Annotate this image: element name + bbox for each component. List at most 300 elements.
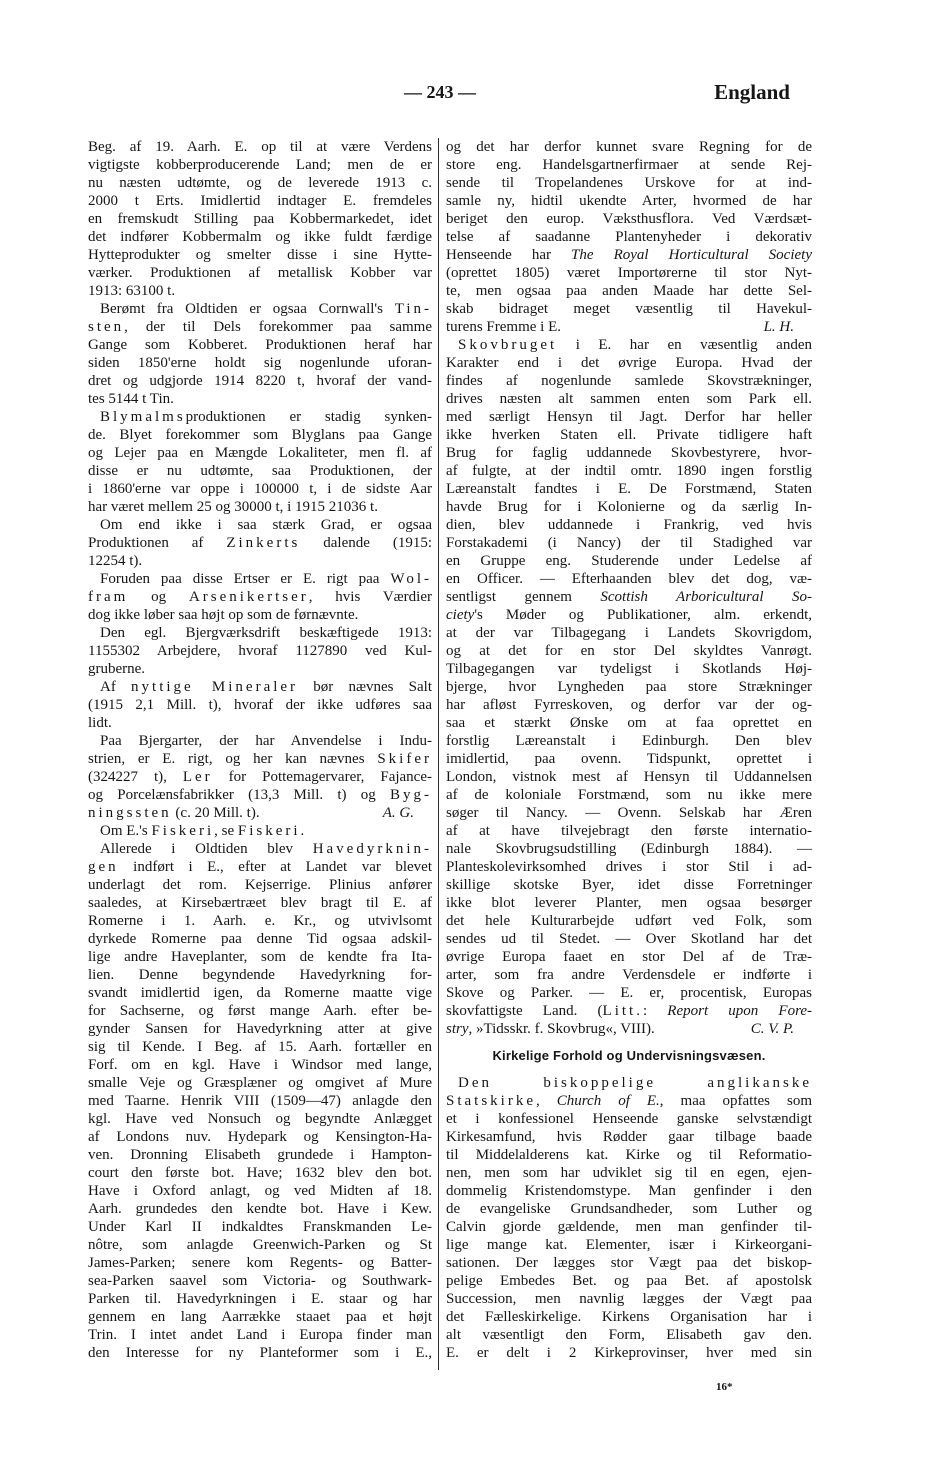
text-line	[88, 1146, 432, 1164]
text-segment: 12254 t).	[88, 553, 143, 569]
text-line	[446, 912, 812, 930]
text-line	[88, 1056, 432, 1074]
text-line	[88, 1092, 432, 1110]
text-segment: har afløst Fyrreskoven, og derfor var der og-	[446, 697, 812, 713]
text-line	[446, 696, 812, 714]
text-line	[446, 444, 812, 462]
italic-text: The Royal Horticultural Society	[571, 247, 812, 263]
text-line	[446, 1128, 812, 1146]
text-segment: disse er nu udtømte, saa Produktionen, der	[88, 463, 432, 479]
text-line	[446, 1344, 812, 1362]
text-segment: bør nævnes Salt	[298, 679, 433, 695]
text-segment: den Interesse for ny Planteformer som i E.,	[88, 1345, 432, 1361]
text-segment: øvrige Europa faaet en stor Del af de Træ-	[446, 949, 812, 965]
text-segment: for Sachserne, og først mange Aarh. efter be-	[88, 1003, 432, 1019]
text-segment: (c. 20 Mill. t).	[171, 805, 260, 821]
column-divider	[438, 138, 439, 1370]
text-segment: af Londons nuv. Hydepark og Kensington-Ha-	[88, 1129, 432, 1145]
text-segment: 2000 t Erts. Imidlertid indtager E. fremdeles	[88, 193, 432, 209]
text-segment: har været mellem 25 og 30000 t, i 1915 21036 t.	[88, 499, 378, 515]
text-line	[88, 768, 432, 786]
text-line	[88, 642, 432, 660]
text-line	[446, 516, 812, 534]
text-line	[88, 822, 432, 840]
italic-text: stry	[446, 1021, 469, 1037]
text-segment: bjerge, hvor Lyngheden paa store Strækninger	[446, 679, 812, 695]
text-line	[88, 1308, 432, 1326]
text-segment: ven. Dronning Elisabeth grundede i Hampton-	[88, 1147, 432, 1163]
page-number: — 243 —	[404, 82, 476, 102]
text-segment: (oprettet 1805) været Importørerne til stor Nyt-	[446, 265, 812, 281]
text-segment: sea-Parken saavel som Victoria- og Southwark-	[88, 1273, 432, 1289]
text-line	[88, 210, 432, 228]
text-line	[88, 840, 432, 858]
text-line	[88, 534, 432, 552]
text-line	[88, 876, 432, 894]
text-line	[446, 858, 812, 876]
text-line	[88, 732, 432, 750]
text-segment: det indfører Kobbermalm og ikke fuldt færdige	[88, 229, 432, 245]
text-segment: sende til Tropelandenes Urskove for at ind-	[446, 175, 812, 191]
text-line	[446, 282, 812, 300]
text-segment: til Middelalderens kat. Kirke og til Reformatio-	[446, 1147, 812, 1163]
text-line	[88, 750, 432, 768]
text-segment: saaledes, at Kirsebærtræet blev bragt til E. af	[88, 895, 432, 911]
text-segment: ,	[536, 1093, 557, 1109]
spaced-text: Litt.	[602, 1003, 643, 1019]
spaced-text: Den biskoppelige anglikanske	[458, 1075, 812, 1091]
text-segment: (324227 t),	[88, 769, 183, 785]
text-segment: Trin. I intet andet Land i Europa finder man	[88, 1327, 432, 1343]
text-segment: Forstakademi (i Nancy) der til Stadighed var	[446, 535, 812, 551]
text-line	[88, 138, 432, 156]
author-signature: A. G.	[382, 805, 414, 821]
text-segment: James-Parken; senere kom Regents- og Batter-	[88, 1255, 432, 1271]
text-line	[88, 804, 432, 822]
text-segment: Allerede i Oldtiden blev	[100, 841, 313, 857]
text-segment: ikke blot leverer Planter, men ogsaa besørger	[446, 895, 812, 911]
text-segment: og	[128, 589, 189, 605]
text-line	[88, 282, 432, 300]
text-segment: de. Blyet forekommer som Blyglans paa Gange	[88, 427, 432, 443]
text-line	[88, 966, 432, 984]
text-line	[88, 1020, 432, 1038]
text-line	[446, 624, 812, 642]
text-segment: gynder Sansen for Havedyrkning atter at give	[88, 1021, 432, 1037]
paragraph	[88, 822, 432, 840]
text-line	[446, 1146, 812, 1164]
signature-mark: 16*	[716, 1381, 733, 1393]
spaced-text: Ler	[182, 769, 213, 785]
text-line	[88, 156, 432, 174]
text-line	[88, 1002, 432, 1020]
text-segment: E. er delt i 2 Kirkeprovinser, hver med sin	[446, 1345, 812, 1361]
paragraph	[88, 624, 432, 678]
text-line	[88, 678, 432, 696]
text-segment: forstlig Læreanstalt i Edinburgh. Den blev	[446, 733, 812, 749]
text-line	[88, 174, 432, 192]
text-segment: dommelig Kristendomstype. Man genfinder i den	[446, 1183, 812, 1199]
text-segment: nu næsten udtømte, og de leverede 1913 c.	[88, 175, 432, 191]
text-segment: Produktionen af	[88, 535, 227, 551]
text-segment: dyrkede Romerne paa denne Tid ogsaa adskil-	[88, 931, 432, 947]
text-line	[446, 426, 812, 444]
text-segment: tes 5144 t Tin.	[88, 391, 174, 407]
italic-text: Church of E.	[556, 1093, 660, 1109]
text-line	[88, 498, 432, 516]
text-line	[446, 606, 812, 624]
text-segment: , hvis Værdier	[308, 589, 432, 605]
text-segment: , der til Dels forekommer paa samme	[124, 319, 432, 335]
text-segment: lige mange kat. Elementer, især i Kirkeorgani-	[446, 1237, 812, 1253]
text-line	[446, 210, 812, 228]
text-line	[446, 804, 812, 822]
text-line	[446, 1290, 812, 1308]
italic-text: ciety	[446, 607, 475, 623]
text-segment: Romerne i 1. Aarh. e. Kr., og utvivlsomt	[88, 913, 432, 929]
paragraph	[446, 138, 812, 336]
paragraph	[88, 732, 432, 822]
text-line	[88, 570, 432, 588]
text-line	[88, 1128, 432, 1146]
text-segment: en fremskudt Stilling paa Kobbermarkedet, idet	[88, 211, 432, 227]
text-line	[446, 336, 812, 354]
text-line	[446, 354, 812, 372]
spaced-text: fram	[88, 589, 129, 605]
text-segment: store eng. Handelsgartnerfirmaer at sende Rej-	[446, 157, 812, 173]
text-segment: Beg. af 19. Aarh. E. op til at være Verdens	[88, 139, 432, 155]
text-line	[446, 534, 812, 552]
text-line	[88, 228, 432, 246]
text-line	[446, 1002, 812, 1020]
text-line	[446, 660, 812, 678]
text-segment: :	[642, 1003, 668, 1019]
text-segment: London, vistnok mest af Hensyn til Uddannelsen	[446, 769, 812, 785]
text-line	[446, 192, 812, 210]
right-column	[446, 138, 812, 1362]
text-segment: strien, er E. rigt, og her kan nævnes	[88, 751, 378, 767]
text-segment: skovfattigste Land. (	[446, 1003, 603, 1019]
text-segment: , maa opfattes som	[659, 1093, 812, 1109]
text-line	[88, 696, 432, 714]
text-segment: lige andre Haveplanter, som de kendte fra Ita-	[88, 949, 432, 965]
text-segment: og Porcelænsfabrikker (13,3 Mill. t) og	[88, 787, 390, 803]
text-segment: dog ikke løber saa højt op som de førnævnte.	[88, 607, 359, 623]
text-line	[446, 930, 812, 948]
text-line	[88, 516, 432, 534]
text-line	[88, 264, 432, 282]
text-line	[446, 498, 812, 516]
paragraph	[88, 516, 432, 570]
paragraph	[446, 1074, 812, 1362]
text-segment: .	[300, 823, 305, 839]
text-segment: og det har derfor kunnet svare Regning for de	[446, 139, 812, 155]
text-segment: nôtre, som anlagde Greenwich-Parken og St	[88, 1237, 432, 1253]
text-segment: Den egl. Bjergværksdrift beskæftigede 1913:	[100, 625, 432, 641]
text-segment: 1913: 63100 t.	[88, 283, 176, 299]
text-line	[88, 300, 432, 318]
text-segment: court den første bot. Have; 1632 blev den bot.	[88, 1165, 432, 1181]
text-line	[88, 390, 432, 408]
text-line	[446, 642, 812, 660]
text-line	[446, 1236, 812, 1254]
text-segment: te, men ogsaa paa anden Maade har dette Sel-	[446, 283, 812, 299]
text-segment: Planteskolevirksomhed drives i stor Stil i ad-	[446, 859, 812, 875]
text-line	[446, 786, 812, 804]
text-segment: Henseende har	[446, 247, 572, 263]
text-line	[446, 1020, 812, 1038]
spaced-text: Skovbruget	[458, 337, 558, 353]
text-line	[88, 1254, 432, 1272]
text-line	[446, 1218, 812, 1236]
text-line	[446, 678, 812, 696]
text-line	[88, 372, 432, 390]
text-line	[446, 714, 812, 732]
section-heading: Kirkelige Forhold og Undervisningsvæsen.	[492, 1048, 766, 1063]
spaced-text: sten	[88, 319, 125, 335]
text-segment: af fulgte, at der indtil omtr. 1890 ingen forstlig	[446, 463, 812, 479]
paragraph	[88, 300, 432, 408]
text-segment: i E. har en væsentlig anden	[557, 337, 812, 353]
text-line	[88, 912, 432, 930]
text-segment: imidlertid, paa ovenn. Tidspunkt, oprettet i	[446, 751, 812, 767]
text-segment: Brug for faglig uddannede Skovbestyrere, hvor-	[446, 445, 812, 461]
spaced-text: Statskirke	[446, 1093, 536, 1109]
text-line	[446, 948, 812, 966]
text-segment: Aarh. grundedes den kendte bot. Have i Kew.	[88, 1201, 432, 1217]
spaced-text: Blymalms	[100, 409, 186, 425]
text-segment: 's Møder og Publikationer, alm. erkendt,	[474, 607, 812, 623]
text-segment: Af	[100, 679, 132, 695]
text-segment: pelige Embedes Bet. og paa Bet. af apostolsk	[446, 1273, 812, 1289]
text-line	[88, 1290, 432, 1308]
text-segment: , »Tidsskr. f. Skovbrug«, VIII).	[468, 1021, 655, 1037]
spaced-text: Fiskeri	[151, 823, 215, 839]
author-signature: C. V. P.	[750, 1021, 794, 1037]
text-segment: skab bidraget meget væsentlig til Havekul-	[446, 301, 812, 317]
text-line	[88, 1326, 432, 1344]
text-line	[88, 1218, 432, 1236]
text-segment: Gange som Kobberet. Produktionen heraf har	[88, 337, 432, 353]
text-line	[446, 552, 812, 570]
text-line	[446, 984, 812, 1002]
text-line	[88, 1236, 432, 1254]
text-segment: en Officer. — Efterhaanden blev det dog, væ-	[446, 571, 812, 587]
text-segment: Succession, men navnlig lægges der Vægt paa	[446, 1291, 812, 1307]
text-line	[446, 1254, 812, 1272]
text-segment: det hele Kulturarbejde udført ved Folk, som	[446, 913, 812, 929]
text-line	[88, 786, 432, 804]
text-segment: lien. Denne begyndende Havedyrkning for-	[88, 967, 432, 983]
text-segment: svandt imidlertid igen, da Romerne maatte vige	[88, 985, 432, 1001]
text-line	[446, 1200, 812, 1218]
text-line	[446, 246, 812, 264]
text-segment: dret og udgjorde 1914 8220 t, hvoraf der vand-	[88, 373, 432, 389]
paragraph	[88, 840, 432, 1362]
text-segment: dien, blev uddannede i Frankrig, ved hvis	[446, 517, 812, 533]
text-segment: Parken til. Havedyrkningen i E. staar og har	[88, 1291, 432, 1307]
text-line	[446, 480, 812, 498]
text-line	[88, 354, 432, 372]
text-line	[446, 768, 812, 786]
text-segment: Foruden paa disse Ertser er E. rigt paa	[100, 571, 391, 587]
paragraph	[88, 408, 432, 516]
text-segment: med særligt Hensyn til Jagt. Derfor har heller	[446, 409, 812, 425]
text-line	[88, 588, 432, 606]
text-segment: arter, som fra andre Verdensdele er indførte i	[446, 967, 812, 983]
text-segment: et i konfessionel Henseende ganske selvstændigt	[446, 1111, 812, 1127]
text-segment: drives næsten alt sammen enten som Park ell.	[446, 391, 812, 407]
text-segment: kgl. Have ved Nonsuch og begyndte Anlægget	[88, 1111, 432, 1127]
text-line	[446, 966, 812, 984]
text-line	[446, 1092, 812, 1110]
paragraph	[88, 138, 432, 300]
text-line	[446, 732, 812, 750]
text-segment: havde Brug for i Kolonierne og da særlig In-	[446, 499, 812, 515]
text-segment: Berømt fra Oldtiden er ogsaa Cornwall's	[100, 301, 395, 317]
text-segment: Om E.'s	[100, 823, 152, 839]
text-segment: gennem en lang Aarrække staaet paa et højt	[88, 1309, 432, 1325]
text-line	[88, 462, 432, 480]
text-segment: gruberne.	[88, 661, 146, 677]
text-segment: Læreanstalt fandtes i E. De Forstmænd, Staten	[446, 481, 812, 497]
text-line	[446, 1308, 812, 1326]
text-line	[88, 336, 432, 354]
text-line	[88, 624, 432, 642]
text-line	[88, 1074, 432, 1092]
text-line	[88, 1200, 432, 1218]
text-segment: findes af nogenlunde samlede Skovstrækninger,	[446, 373, 812, 389]
text-segment: samle ny, hidtil ukendte Arter, hvormed de har	[446, 193, 812, 209]
text-segment: Tilbagegangen var tydeligst i Skotlands Høj-	[446, 661, 812, 677]
text-segment: en Gruppe eng. Studerende under Ledelse af	[446, 553, 812, 569]
text-line	[446, 840, 812, 858]
text-line	[88, 1182, 432, 1200]
text-segment: alt væsentligt den Form, Elisabeth gav den.	[446, 1327, 812, 1343]
text-segment: af at have tilvejebragt den første internatio-	[446, 823, 812, 839]
text-segment: sendes ud til Stedet. — Over Skotland har det	[446, 931, 812, 947]
text-segment: , se	[214, 823, 238, 839]
text-line	[446, 318, 812, 336]
text-line	[446, 876, 812, 894]
text-line	[88, 318, 432, 336]
text-segment: af de koloniale Forstmænd, som nu ikke mere	[446, 787, 812, 803]
spaced-text: Byg-	[390, 787, 432, 803]
text-line	[446, 300, 812, 318]
left-column	[88, 138, 432, 1362]
text-line	[446, 156, 812, 174]
spaced-text: Fiskeri	[237, 823, 301, 839]
italic-text: Scottish Arboricultural So-	[600, 589, 812, 605]
text-line	[446, 228, 812, 246]
text-segment: smalle Veje og Græsplæner og omgivet af Mure	[88, 1075, 432, 1091]
text-line	[446, 1164, 812, 1182]
text-segment: 1155302 Arbejdere, hvoraf 1127890 ved Kul-	[88, 643, 432, 659]
text-segment: i 1860'erne var oppe i 100000 t, i de sidste Aar	[88, 481, 432, 497]
text-segment: Forf. om en kgl. Have i Windsor med lange,	[88, 1057, 432, 1073]
text-line	[88, 408, 432, 426]
text-segment: for Pottemagervarer, Fajance-	[212, 769, 432, 785]
text-line	[88, 714, 432, 732]
text-segment: Kirkesamfund, hvis Rødder gaar tilbage baade	[446, 1129, 812, 1145]
text-line	[88, 1038, 432, 1056]
text-segment: siden 1850'erne holdt sig nogenlunde uforan-	[88, 355, 432, 371]
text-line	[88, 480, 432, 498]
spaced-text: Wol-	[390, 571, 432, 587]
text-line	[446, 822, 812, 840]
paragraph	[446, 336, 812, 1038]
text-line	[88, 948, 432, 966]
paragraph	[88, 570, 432, 624]
text-segment: Have i Oxford anlagt, og ved Midten af 18.	[88, 1183, 432, 1199]
text-line	[446, 570, 812, 588]
text-line	[446, 1110, 812, 1128]
text-segment: turens Fremme i E.	[446, 319, 561, 335]
paragraph	[88, 678, 432, 732]
text-segment: de evangeliske Grundsandheder, som Luther og	[446, 1201, 812, 1217]
text-segment: lidt.	[88, 715, 112, 731]
text-line	[88, 552, 432, 570]
text-segment: og Lejer paa en Mængde Lokaliteter, men fl. af	[88, 445, 432, 461]
text-segment: dalende (1915:	[300, 535, 432, 551]
text-line	[88, 930, 432, 948]
text-line	[446, 264, 812, 282]
text-segment: sig til Kende. I Beg. af 15. Aarh. fortæller en	[88, 1039, 432, 1055]
text-line	[88, 1110, 432, 1128]
text-segment: nen, men som har udviklet sig til en egen, ejen-	[446, 1165, 812, 1181]
text-line	[88, 660, 432, 678]
text-segment: ikke hverken Staten ell. Private tidligere haft	[446, 427, 812, 443]
text-line	[446, 1182, 812, 1200]
text-segment: Skove og Parker. — E. er, procentisk, Europas	[446, 985, 812, 1001]
text-segment: telse af saadanne Plantenyheder i dekorativ	[446, 229, 812, 245]
text-segment: og at det for en stor Del skyldtes Vanrøgt.	[446, 643, 812, 659]
text-segment: underlagt det rom. Kejserrige. Plinius anfører	[88, 877, 432, 893]
text-line	[88, 1344, 432, 1362]
text-segment: beriget den europ. Væksthusflora. Ved Værdsæt-	[446, 211, 812, 227]
text-line	[446, 1074, 812, 1092]
text-line	[446, 408, 812, 426]
text-segment: Karakter end i det øvrige Europa. Hvad der	[446, 355, 812, 371]
text-segment: vigtigste kobberproducerende Land; men de er	[88, 157, 432, 173]
text-line	[446, 390, 812, 408]
text-segment: det Fælleskirkelige. Kirkens Organisation har i	[446, 1309, 812, 1325]
text-line	[446, 1326, 812, 1344]
text-segment: Under Karl II indkaldtes Franskmanden Le-	[88, 1219, 432, 1235]
spaced-text: Zinkerts	[226, 535, 301, 551]
text-segment: indført i E., efter at Landet var blevet	[118, 859, 432, 875]
spaced-text: Havedyrknin-	[312, 841, 432, 857]
text-line	[446, 750, 812, 768]
text-line	[446, 588, 812, 606]
text-line	[446, 462, 812, 480]
text-segment: sationen. Der lægges stor Vægt paa det biskop-	[446, 1255, 812, 1271]
text-segment: skillige skotske Byer, idet disse Forretninger	[446, 877, 812, 893]
spaced-text: Arsenikertser	[188, 589, 309, 605]
italic-text: Report upon Fore-	[667, 1003, 813, 1019]
text-line	[88, 426, 432, 444]
spaced-text: Tin-	[394, 301, 432, 317]
text-line	[446, 372, 812, 390]
spaced-text: nyttige Mineraler	[131, 679, 299, 695]
text-line	[88, 192, 432, 210]
text-segment: Hytteprodukter og smelter disse i sine Hytte-	[88, 247, 432, 263]
text-segment: (1915 2,1 Mill. t), hvoraf der ikke udføres saa	[88, 697, 432, 713]
text-line	[446, 1272, 812, 1290]
spaced-text: ningssten	[88, 805, 172, 821]
text-segment: at der var Tilbagegang i Landets Skovrigdom,	[446, 625, 812, 641]
text-segment: værker. Produktionen af metallisk Kobber var	[88, 265, 432, 281]
